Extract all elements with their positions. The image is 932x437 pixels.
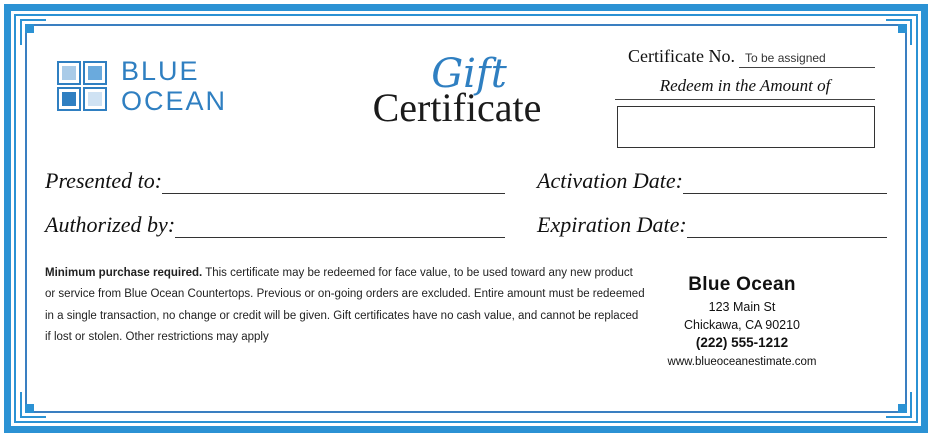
certificate-number-label: Certificate No. [628, 46, 735, 66]
field-authorized-by-label: Authorized by: [45, 212, 176, 237]
redeem-amount-box[interactable] [617, 106, 875, 148]
title-main-word: Certificate [372, 85, 542, 130]
field-authorized-by[interactable] [45, 212, 505, 238]
blue-ocean-squares-logo-icon [57, 61, 109, 113]
company-info [607, 274, 877, 368]
field-expiration-date-label: Expiration Date: [537, 212, 687, 237]
page-title [327, 51, 587, 130]
company-city-state-zip: Chickawa, CA 90210 [683, 318, 801, 332]
brand-line-1: BLUE [121, 56, 200, 86]
brand-logo [57, 58, 227, 115]
field-activation-date-label: Activation Date: [537, 168, 684, 193]
field-expiration-date[interactable] [537, 212, 887, 238]
certificate-number-value[interactable]: To be assigned [739, 51, 875, 68]
terms-bold-lead: Minimum purchase required. [45, 267, 203, 279]
title-script-word: Gift [431, 51, 507, 97]
redeem-amount-label: Redeem in the Amount of [615, 76, 875, 100]
field-authorized-by-value[interactable] [175, 215, 505, 238]
certificate-number-row [628, 46, 875, 68]
brand-line-2: OCEAN [121, 86, 228, 116]
company-name: Blue Ocean [688, 274, 796, 295]
company-phone: (222) 555-1212 [695, 335, 789, 350]
field-activation-date-value[interactable] [683, 171, 887, 194]
field-presented-to-value[interactable] [162, 171, 505, 194]
field-presented-to-label: Presented to: [45, 168, 163, 193]
field-activation-date[interactable] [537, 168, 887, 194]
terms-and-conditions [45, 263, 645, 348]
field-presented-to[interactable] [45, 168, 505, 194]
certificate-content [27, 26, 905, 411]
company-street: 123 Main St [708, 300, 776, 314]
company-website[interactable]: www.blueoceanestimate.com [667, 356, 817, 368]
field-expiration-date-value[interactable] [687, 215, 887, 238]
terms-body: This certificate may be redeemed for face value, to be used toward any new product or service from Blue Ocean Countertops. Previous or on-going orders are excluded. Entire amount must be redeemed in a single transaction, no change or credit will be given. Gift certificates have no cash value, and cannot be replaced if lost or stolen. Other restrictions may apply [45, 267, 645, 343]
brand-wordmark [121, 58, 227, 115]
